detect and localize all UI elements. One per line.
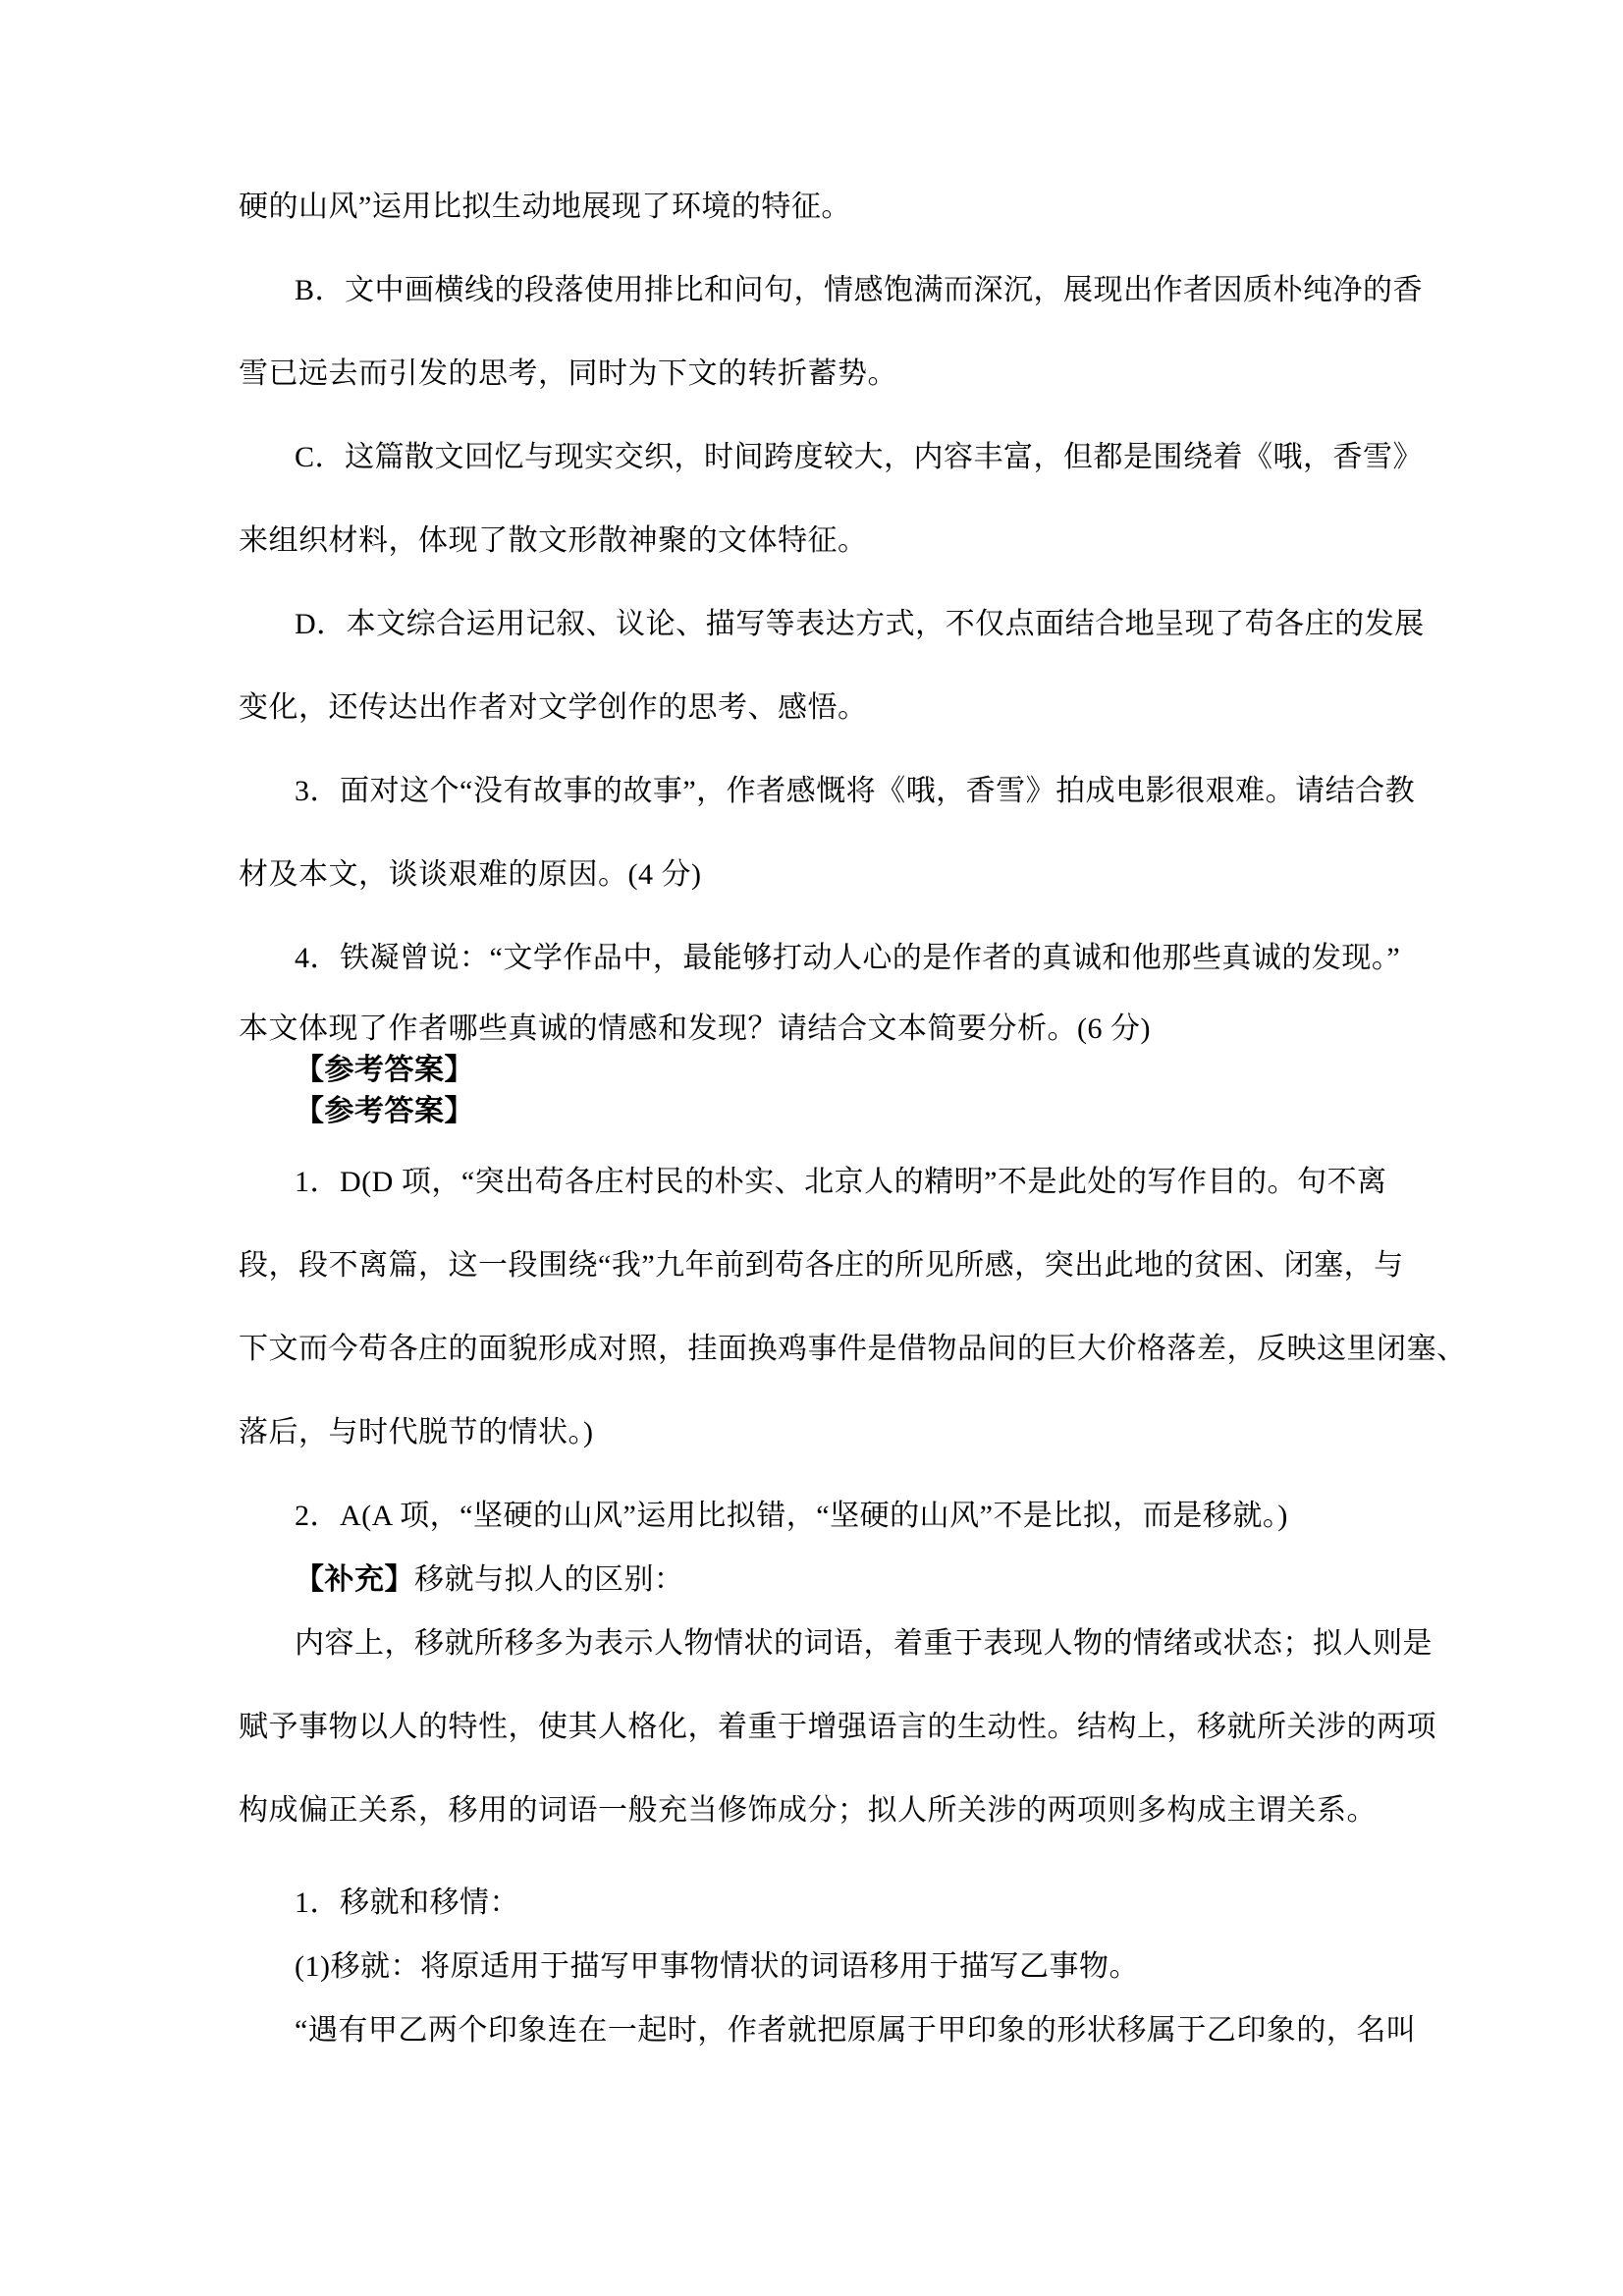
- text-line: [239, 1706, 1476, 1749]
- line-text: D．本文综合运用记叙、议论、描写等表达方式，不仅点面结合地呈现了苟各庄的发展: [295, 608, 1425, 640]
- text-line: [239, 1945, 1476, 1989]
- line-text: B．文中画横线的段落使用排比和问句，情感饱满而深沉，展现出作者因质朴纯净的香: [295, 274, 1424, 306]
- line-text: 移就与拟人的区别：: [414, 1563, 684, 1596]
- text-line: [239, 853, 1476, 897]
- text-line: [239, 1008, 1476, 1051]
- text-line: [239, 686, 1476, 730]
- line-text: 雪已远去而引发的思考，同时为下文的转折蓄势。: [239, 357, 897, 390]
- text-line: [239, 519, 1476, 563]
- text-line: [239, 1090, 1476, 1133]
- line-text: 材及本文，谈谈艰难的原因。(4 分): [239, 858, 702, 891]
- line-text: 赋予事物以人的特性，使其人格化，着重于增强语言的生动性。结构上，移就所关涉的两项: [239, 1711, 1436, 1743]
- line-text: 3．面对这个“没有故事的故事”，作者感慨将《哦，香雪》拍成电影很艰难。请结合教: [295, 775, 1416, 807]
- line-text: 2．A(A 项，“坚硬的山风”运用比拟错，“坚硬的山风”不是比拟，而是移就。): [295, 1500, 1288, 1532]
- text-line: [239, 1411, 1476, 1454]
- bold-label: 【参考答案】: [295, 1095, 474, 1127]
- line-text: (1)移就：将原适用于描写甲事物情状的词语移用于描写乙事物。: [295, 1950, 1139, 1983]
- text-line: [239, 1049, 1476, 1092]
- line-text: 段，段不离篇，这一段围绕“我”九年前到苟各庄的所见所感，突出此地的贫困、闭塞，与: [239, 1249, 1404, 1282]
- text-line: [239, 937, 1476, 980]
- line-text: 下文而今苟各庄的面貌形成对照，挂面换鸡事件是借物品间的巨大价格落差，反映这里闭塞、: [239, 1333, 1467, 1365]
- bold-label: 【参考答案】: [295, 1054, 474, 1086]
- bold-label: 【补充】: [295, 1563, 414, 1596]
- line-text: 1．D(D 项，“突出苟各庄村民的朴实、北京人的精明”不是此处的写作目的。句不离: [295, 1166, 1387, 1198]
- line-text: 构成偏正关系，移用的词语一般充当修饰成分；拟人所关涉的两项则多构成主谓关系。: [239, 1794, 1377, 1827]
- line-text: 1．移就和移情：: [295, 1886, 519, 1919]
- text-line: [239, 1558, 1476, 1602]
- text-line: [239, 1161, 1476, 1204]
- line-text: 落后，与时代脱节的情状。): [239, 1416, 594, 1449]
- text-line: [239, 1244, 1476, 1287]
- line-text: “遇有甲乙两个印象连在一起时，作者就把原属于甲印象的形状移属于乙印象的，名叫: [295, 2014, 1417, 2047]
- text-line: [239, 2009, 1476, 2052]
- text-line: [239, 436, 1476, 479]
- document-lines: [239, 186, 1476, 2052]
- line-text: 内容上，移就所移多为表示人物情状的词语，着重于表现人物的情绪或状态；拟人则是: [295, 1627, 1433, 1660]
- text-line: [239, 603, 1476, 646]
- text-line: [239, 1789, 1476, 1832]
- text-line: [239, 1328, 1476, 1371]
- line-text: 来组织材料，体现了散文形散神聚的文体特征。: [239, 524, 868, 557]
- text-line: [239, 770, 1476, 813]
- line-text: 硬的山风”运用比拟生动地展现了环境的特征。: [239, 191, 851, 223]
- line-text: 本文体现了作者哪些真诚的情感和发现？请结合文本简要分析。(6 分): [239, 1012, 1151, 1045]
- line-text: C．这篇散文回忆与现实交织，时间跨度较大，内容丰富，但都是围绕着《哦，香雪》: [295, 441, 1424, 473]
- text-line: [239, 1622, 1476, 1666]
- text-line: [239, 1495, 1476, 1538]
- text-line: [239, 186, 1476, 229]
- text-line: [239, 1882, 1476, 1925]
- text-line: [239, 353, 1476, 396]
- line-text: 4．铁凝曾说：“文学作品中，最能够打动人心的是作者的真诚和他那些真诚的发现。”: [295, 942, 1401, 974]
- line-text: 变化，还传达出作者对文学创作的思考、感悟。: [239, 691, 868, 724]
- text-line: [239, 269, 1476, 312]
